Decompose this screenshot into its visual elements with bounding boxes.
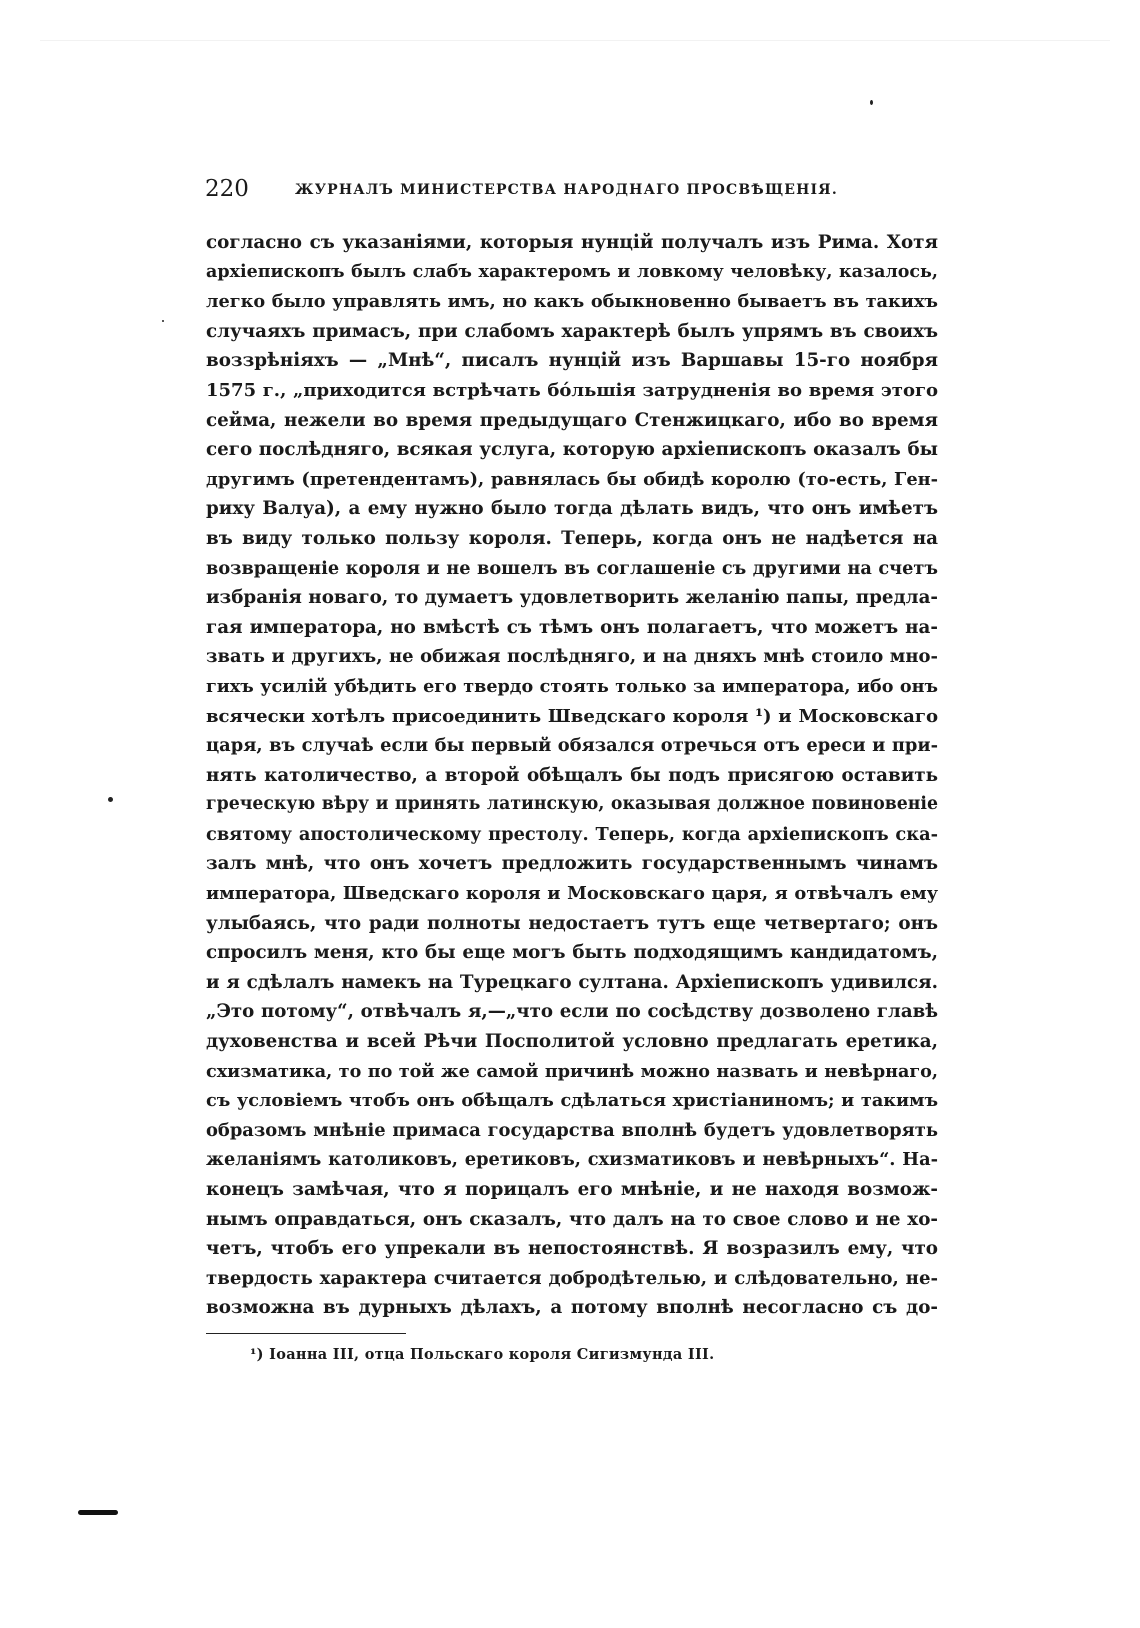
- scan-speck: [870, 100, 873, 105]
- text-line: случаяхъ примасъ, при слабомъ характерѣ былъ упрямъ въ своихъ: [206, 320, 938, 342]
- text-line: духовенства и всей Рѣчи Посполитой условно предлагать еретика,: [206, 1031, 938, 1053]
- scan-speck: [162, 320, 164, 322]
- text-line: спросилъ меня, кто бы еще могъ быть подходящимъ кандидатомъ,: [206, 942, 938, 964]
- text-line: звать и другихъ, не обижая послѣдняго, и на дняхъ мнѣ стоило мно-: [206, 646, 938, 668]
- text-line: риху Валуа), а ему нужно было тогда дѣлать видъ, что онъ имѣетъ: [206, 498, 938, 520]
- text-line: царя, въ случаѣ если бы первый обязался отречься отъ ереси и при-: [206, 735, 938, 757]
- page-number: 220: [205, 176, 249, 202]
- text-line: согласно съ указаніями, которыя нунцій получалъ изъ Рима. Хотя: [206, 232, 938, 253]
- page-header: [205, 176, 945, 208]
- text-line: четъ, чтобъ его упрекали въ непостоянствѣ. Я возразилъ ему, что: [206, 1238, 938, 1260]
- body-text: [206, 228, 938, 1323]
- running-head: ЖУРНАЛЪ МИНИСТЕРСТВА НАРОДНАГО ПРОСВѢЩЕНІЯ.: [295, 182, 838, 198]
- text-line: гая императора, но вмѣстѣ съ тѣмъ онъ полагаетъ, что можетъ на-: [206, 616, 938, 638]
- text-line: императора, Шведскаго короля и Московскаго царя, я отвѣчалъ ему: [206, 883, 938, 905]
- text-line: архіепископъ былъ слабъ характеромъ и ловкому человѣку, казалось,: [206, 261, 938, 282]
- text-line: другимъ (претендентамъ), равнялась бы обидѣ королю (то-есть, Ген-: [206, 468, 938, 490]
- text-line: возвращеніе короля и не вошелъ въ соглашеніе съ другими на счетъ: [206, 557, 938, 579]
- margin-mark: [78, 1510, 118, 1515]
- text-line: греческую вѣру и принять латинскую, оказывая должное повиновеніе: [206, 794, 938, 815]
- text-line: образомъ мнѣніе примаса государства вполнѣ будетъ удовлетворять: [206, 1119, 938, 1141]
- text-line: нымъ оправдаться, онъ сказалъ, что далъ на то свое слово и не хо-: [206, 1208, 938, 1230]
- scan-speck: [108, 797, 113, 802]
- scan-edge: [40, 40, 1110, 41]
- text-line: нять католичество, а второй обѣщалъ бы подъ присягою оставить: [206, 764, 938, 786]
- text-line: и я сдѣлалъ намекъ на Турецкаго султана. Архіепископъ удивился.: [206, 971, 938, 993]
- text-line: сего послѣдняго, всякая услуга, которую архіепископъ оказалъ бы: [206, 439, 938, 461]
- text-line: святому апостолическому престолу. Теперь, когда архіепископъ ска-: [206, 823, 938, 845]
- text-line: залъ мнѣ, что онъ хочетъ предложить государственнымъ чинамъ: [206, 853, 938, 875]
- text-line: желаніямъ католиковъ, еретиковъ, схизматиковъ и невѣрныхъ“. На-: [206, 1149, 938, 1171]
- text-line: гихъ усилій убѣдить его твердо стоять только за императора, ибо онъ: [206, 675, 938, 697]
- text-line: „Это потому“, отвѣчалъ я,—„что если по сосѣдству дозволено главѣ: [206, 1001, 938, 1023]
- text-line: всячески хотѣлъ присоединить Шведскаго короля ¹) и Московскаго: [206, 705, 938, 727]
- text-line: избранія новаго, то думаетъ удовлетворить желанію папы, предла-: [206, 587, 938, 609]
- footnote: ¹) Іоанна III, отца Польскаго короля Сигизмунда III.: [250, 1346, 715, 1363]
- footnote-rule: [206, 1333, 406, 1334]
- text-line: легко было управлять имъ, но какъ обыкновенно бываетъ въ такихъ: [206, 291, 938, 313]
- text-line: съ условіемъ чтобъ онъ обѣщалъ сдѣлаться христіаниномъ; и такимъ: [206, 1090, 938, 1112]
- text-line: схизматика, то по той же самой причинѣ можно назвать и невѣрнаго,: [206, 1060, 938, 1082]
- text-line: въ виду только пользу короля. Теперь, когда онъ не надѣется на: [206, 527, 938, 549]
- text-line: возможна въ дурныхъ дѣлахъ, а потому вполнѣ несогласно съ до-: [206, 1297, 938, 1319]
- text-line: твердость характера считается добродѣтелью, и слѣдовательно, не-: [206, 1267, 938, 1289]
- text-line: воззрѣніяхъ — „Мнѣ“, писалъ нунцій изъ Варшавы 15-го ноября: [206, 350, 938, 372]
- text-line: сейма, нежели во время предыдущаго Стенжицкаго, ибо во время: [206, 409, 938, 431]
- text-line: улыбаясь, что ради полноты недостаетъ тутъ еще четвертаго; онъ: [206, 912, 938, 934]
- text-line: конецъ замѣчая, что я порицалъ его мнѣніе, и не находя возмож-: [206, 1179, 938, 1200]
- text-line: 1575 г., „приходится встрѣчать бо́льшія затрудненія во время этого: [206, 379, 938, 401]
